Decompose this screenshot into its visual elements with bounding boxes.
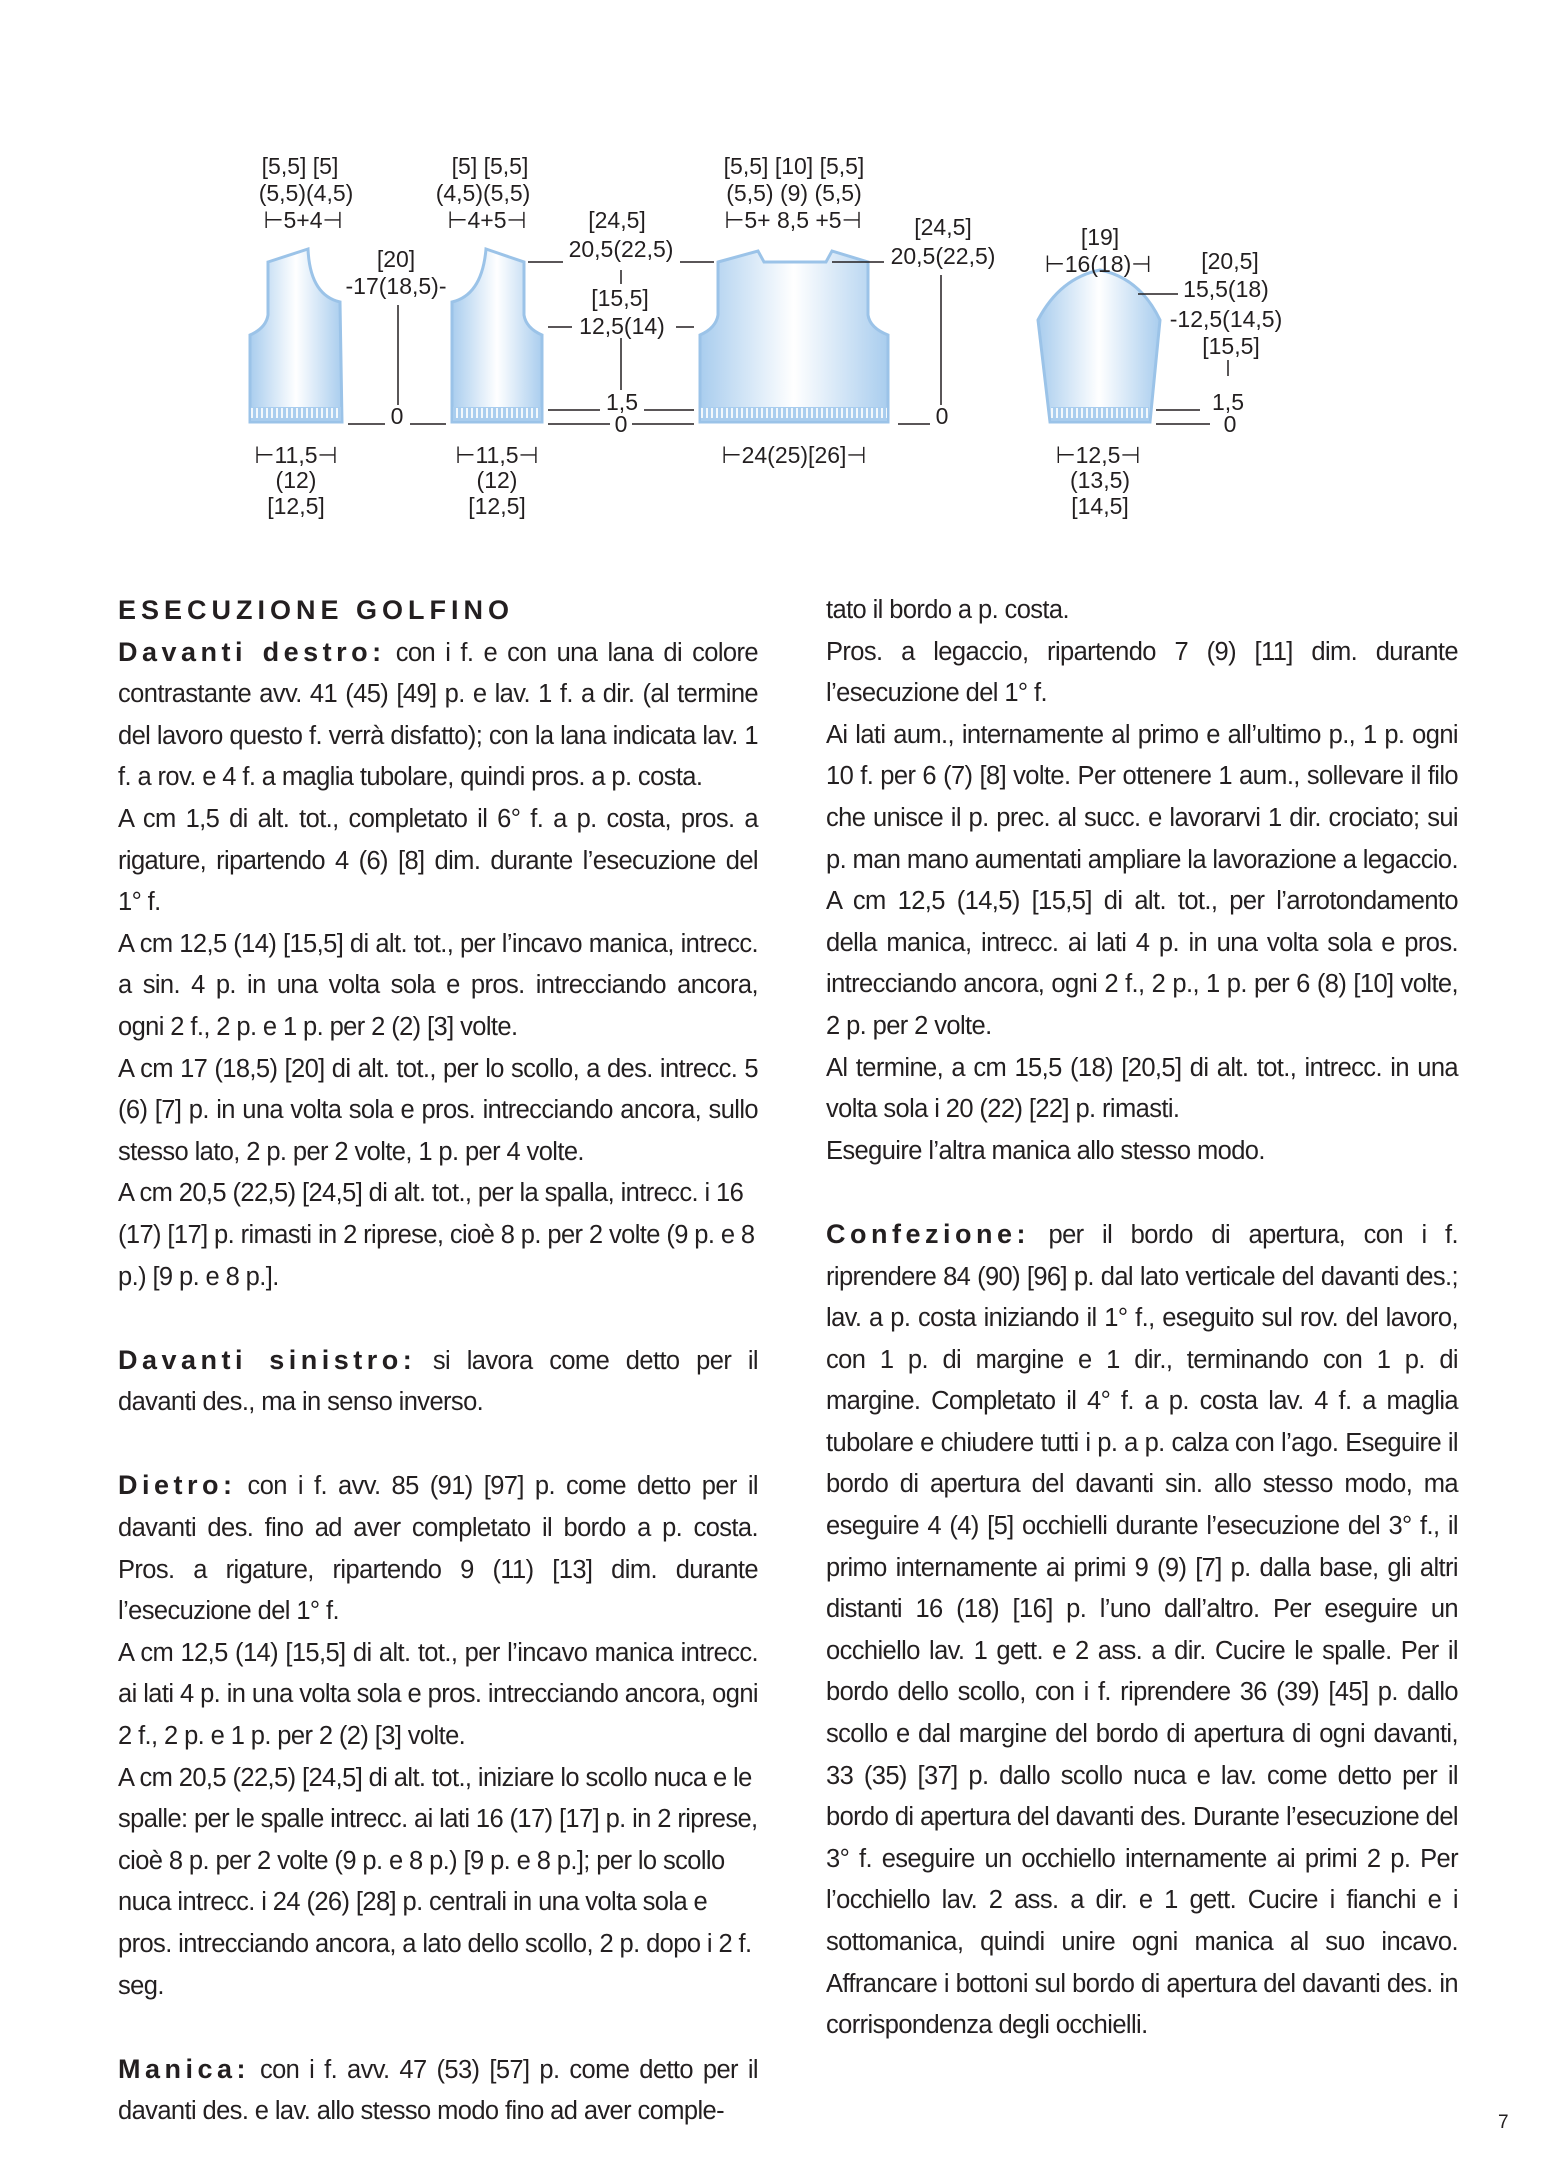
garment-pieces-svg [0,0,1551,560]
label-lf-width-2: (12) [476,467,518,493]
label-back-shoulder-2: 20,5(22,5) [890,243,996,269]
manica-cont-text-1: tato il bordo a p. costa. [826,596,1069,624]
label-sleeve-width-3: [14,5] [1071,493,1129,519]
manica-cont-text-3: Ai lati aum., internamente al primo e all’ultimo p., 1 p. ogni 10 f. per 6 (7) [8] volte. Per ottenere 1 aum., sollevare il filo che unisce il p. prec. al succ. e lavorarvi 1 dir. crociato; sui p. man mano aumentati ampliare la lavorazione a legaccio. [826,720,1459,874]
label-sleeve-rib: 1,5 [1212,389,1244,415]
dietro-paragraph [118,1465,758,1632]
left-front-piece [452,249,542,422]
label-rf-top-3: ⊢5+4⊣ [263,207,343,233]
label-sleeve-cap-4: [15,5] [1202,333,1260,359]
section-heading: ESECUZIONE GOLFINO [118,595,515,625]
dietro-text-3: A cm 20,5 (22,5) [24,5] di alt. tot., iniziare lo scollo nuca e le spalle: per le spalle intrecc. ai lati 16 (17) [17] p. in 2 riprese, cioè 8 p. per 2 volte (9 p. e 8 p.) [9 p. e 8 p.]; per lo scollo nuca intrecc. i 24 (26) [28] p. centrali in una volta sola e pros. intrecciando ancora, a lato dello scollo, 2 p. dopo i 2 f. seg. [118,1763,758,2000]
label-sleeve-top-1: [19] [1080,224,1120,250]
sleeve-piece [1038,270,1160,422]
dietro-title: Dietro: [118,1470,237,1501]
manica-text-1: con i f. avv. 47 (53) [57] p. come detto per il davanti des. e lav. allo stesso modo fino ad aver comple- [118,2055,758,2126]
label-mid-armhole-1: [15,5] [591,285,649,311]
davanti-destro-text-3: A cm 12,5 (14) [15,5] di alt. tot., per l’incavo manica, intrecc. a sin. 4 p. in una volta sola e pros. intrecciando ancora, ogni 2 f., 2 p. e 1 p. per 2 (2) [3] volte. [118,929,758,1041]
davanti-sinistro-title: Davanti sinistro: [118,1344,417,1375]
dietro-text-1: con i f. avv. 85 (91) [97] p. come detto per il davanti des. fino ad aver completato il bordo a p. costa. Pros. a rigature, ripartendo 9 (11) [13] dim. durante l’esecuzione del 1° f. [118,1472,758,1626]
left-text-column [118,590,758,2133]
label-rf-top-1: [5,5] [5] [261,153,339,179]
label-sleeve-cap-1: [20,5] [1201,248,1259,274]
manica-cont-text-4: A cm 12,5 (14,5) [15,5] di alt. tot., per l’arrotondamento della manica, intrecc. ai lati 4 p. in una volta sola e pros. intrecciando ancora, ogni 2 f., 2 p., 1 p. per 6 (8) [10] volte, 2 p. per 2 volte. [826,887,1458,1040]
label-sleeve-width-2: (13,5) [1069,467,1131,493]
davanti-destro-text-1: con i f. e con una lana di colore contrastante avv. 41 (45) [49] p. e lav. 1 f. a dir. (al termine del lavoro questo f. verrà disfatto); con la lana indicata lav. 1 f. a rov. e 4 f. a maglia tubolare, quindi pros. a p. costa. [118,638,758,792]
label-lf-width-3: [12,5] [468,493,526,519]
label-lf-top-3: ⊢4+5⊣ [447,207,527,233]
manica-cont-text-6: Eseguire l’altra manica allo stesso modo. [826,1136,1265,1165]
label-rf-neck-1: [20] [376,246,416,272]
manica-paragraph [118,2049,758,2133]
label-back-top-2: (5,5) (9) (5,5) [726,180,862,206]
davanti-destro-title: Davanti destro: [118,636,386,667]
label-rf-width-3: [12,5] [267,493,325,519]
label-sleeve-cap-3: -12,5(14,5) [1169,306,1283,332]
right-text-column [826,590,1458,2047]
label-sleeve-cap-2: 15,5(18) [1183,276,1269,302]
label-rf-top-2: (5,5)(4,5) [258,180,354,206]
label-mid-armhole-2: 12,5(14) [579,313,665,339]
label-rf-width-2: (12) [275,467,317,493]
label-back-top-3: ⊢5+ 8,5 +5⊣ [724,207,862,233]
label-back-width: ⊢24(25)[26]⊣ [721,442,867,468]
davanti-destro-text-2: A cm 1,5 di alt. tot., completato il 6° f. a p. costa, pros. a rigature, ripartendo 4 (6) [8] dim. durante l’esecuzione del 1° f. [118,804,758,917]
schematic-diagram [0,0,1551,560]
label-mid-rib: 1,5 [606,389,638,415]
label-back-top-1: [5,5] [10] [5,5] [723,153,865,179]
davanti-sinistro-text: si lavora come detto per il davanti des., ma in senso inverso. [118,1346,758,1417]
label-sleeve-top-2: ⊢16(18)⊣ [1044,251,1152,277]
page-number: 7 [1498,2112,1509,2133]
label-sleeve-width-1: ⊢12,5⊣ [1055,442,1141,468]
label-mid-shoulder-2: 20,5(22,5) [568,236,674,262]
davanti-sinistro-paragraph [118,1340,758,1424]
davanti-destro-paragraph [118,632,758,799]
dietro-text-2: A cm 12,5 (14) [15,5] di alt. tot., per l’incavo manica intrecc. ai lati 4 p. in una volta sola e pros. intrecciando ancora, ogni 2 f., 2 p. e 1 p. per 2 (2) [3] volte. [118,1638,758,1751]
label-lf-top-1: [5] [5,5] [451,153,529,179]
davanti-destro-text-4: A cm 17 (18,5) [20] di alt. tot., per lo scollo, a des. intrecc. 5 (6) [7] p. in una volta sola e pros. intrecciando ancora, sullo stesso lato, 2 p. per 2 volte, 1 p. per 4 volte. [118,1054,758,1166]
davanti-destro-text-5: A cm 20,5 (22,5) [24,5] di alt. tot., per la spalla, intrecc. i 16 (17) [17] p. rimasti in 2 riprese, cioè 8 p. per 2 volte (9 p. e 8 p.) [9 p. e 8 p.]. [118,1179,755,1291]
confezione-text: per il bordo di apertura, con i f. riprendere 84 (90) [96] p. dal lato verticale del davanti des.; lav. a p. costa iniziando il 1° f., eseguito sul rov. del lavoro, con 1 p. di margine e 1 dir., terminando con 1 p. di margine. Completato il 4° f. a p. costa lav. 4 f. a maglia tubolare e chiudere tutti i p. a p. calza con l’ago. Eseguire il bordo di apertura del davanti sin. allo stesso modo, ma eseguire 4 (4) [5] occhielli durante l’esecuzione del 3° f., il primo internamente ai primi 9 (9) [7] p. dalla base, gli altri distanti 16 (18) [16] p. l’uno dall’altro. Per eseguire un occhiello lav. 1 gett. e 2 ass. a dir. Cucire le spalle. Per il bordo dello scollo, con i f. riprendere 36 (39) [45] p. dallo scollo e dal margine del bordo di apertura di ogni davanti, 33 (35) [37] p. dallo scollo nuca e lav. come detto per il bordo di apertura del davanti des. Durante l’esecuzione del 3° f. eseguire un occhiello internamente ai primi 2 p. Per l’occhiello lav. 2 ass. a dir. e 1 gett. Cucire i fianchi e i sottomanica, quindi unire ogni manica al suo incavo. Affrancare i bottoni sul bordo di apertura del davanti des. in corrispondenza degli occhielli. [826,1220,1458,2040]
label-back-shoulder-1: [24,5] [914,214,972,240]
label-lf-top-2: (4,5)(5,5) [435,180,531,206]
manica-cont-text-2: Pros. a legaccio, ripartendo 7 (9) [11] dim. durante l’esecuzione del 1° f. [826,637,1458,708]
label-mid-zero: 0 [614,411,628,437]
back-piece [700,251,888,422]
right-front-piece [250,249,342,422]
manica-cont-text-5: Al termine, a cm 15,5 (18) [20,5] di alt. tot., intrecc. in una volta sola i 20 (22) [22] p. rimasti. [826,1053,1458,1124]
label-mid-shoulder-1: [24,5] [588,207,646,233]
confezione-paragraph [826,1214,1458,2047]
label-sleeve-zero: 0 [1223,411,1237,437]
manica-title: Manica: [118,2053,251,2084]
label-lf-width-1: ⊢11,5⊣ [455,442,539,468]
confezione-title: Confezione: [826,1218,1030,1249]
label-rf-neck-2: -17(18,5)- [345,273,447,299]
label-rf-width-1: ⊢11,5⊣ [254,442,338,468]
label-rf-zero: 0 [390,403,404,429]
label-back-zero: 0 [935,403,949,429]
